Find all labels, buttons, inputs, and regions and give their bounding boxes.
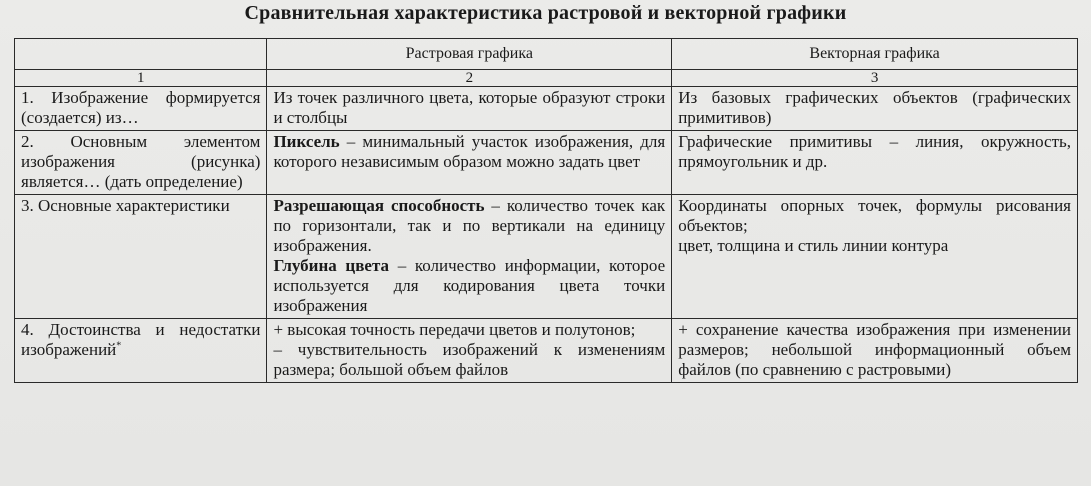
term-pixel: Пиксель: [273, 132, 340, 151]
raster-cell: [267, 131, 672, 195]
raster-cell: [267, 195, 672, 319]
raster-characteristic: [273, 196, 665, 256]
advantage-line: + высокая точность передачи цветов и полутонов;: [273, 320, 636, 339]
header-cell-criterion: [15, 39, 267, 70]
criterion-cell: [15, 319, 267, 383]
term-color-depth: Глубина цвета: [273, 256, 390, 275]
footnote-mark: *: [116, 340, 122, 352]
table-row: [15, 319, 1078, 383]
term-definition: – минимальный участок изображения, для которого независимым образом можно задать цвет: [273, 132, 666, 171]
vector-line: Координаты опорных точек, формулы рисования объектов;: [678, 196, 1071, 235]
raster-characteristic: [273, 256, 665, 316]
disadvantage-line: – чувствительность изображений к изменениям размера; большой объем файлов: [273, 340, 666, 379]
table-row: [15, 87, 1078, 131]
column-number-1: 1: [15, 70, 267, 87]
table-row: [15, 195, 1078, 319]
column-number-3: 3: [672, 70, 1078, 87]
criterion-cell: 3. Основные характеристики: [15, 195, 267, 319]
term-definition: – количество точек как по горизонтали, так и по вертикали на единицу изображения.: [273, 196, 666, 255]
column-number-row: [15, 70, 1078, 87]
vector-cell: [672, 195, 1078, 319]
header-cell-vector: Векторная графика: [672, 39, 1078, 70]
vector-line: цвет, толщина и стиль линии контура: [678, 236, 949, 255]
table-row: [15, 131, 1078, 195]
vector-cell: Графические примитивы – линия, окружность, прямоугольник и др.: [672, 131, 1078, 195]
column-number-2: 2: [267, 70, 672, 87]
vector-cell: + сохранение качества изображения при изменении размеров; небольшой информационный объем файлов (по сравнению с растровыми): [672, 319, 1078, 383]
raster-cell: [267, 319, 672, 383]
criterion-cell: 1. Изображение формируется (создается) из…: [15, 87, 267, 131]
criterion-text: 4. Достоинства и недостатки изображений: [21, 320, 261, 359]
criterion-cell: 2. Основным элементом изображения (рисунка) является… (дать определение): [15, 131, 267, 195]
raster-cell: Из точек различного цвета, которые образуют строки и столбцы: [267, 87, 672, 131]
term-definition: – количество информации, которое используется для кодирования цвета точки изображения: [273, 256, 666, 315]
header-row: [15, 39, 1078, 70]
comparison-table: [14, 38, 1078, 383]
header-cell-raster: Растровая графика: [267, 39, 672, 70]
page-title: Сравнительная характеристика растровой и векторной графики: [244, 2, 847, 24]
vector-cell: Из базовых графических объектов (графических примитивов): [672, 87, 1078, 131]
term-resolution: Разрешающая способность: [273, 196, 485, 215]
